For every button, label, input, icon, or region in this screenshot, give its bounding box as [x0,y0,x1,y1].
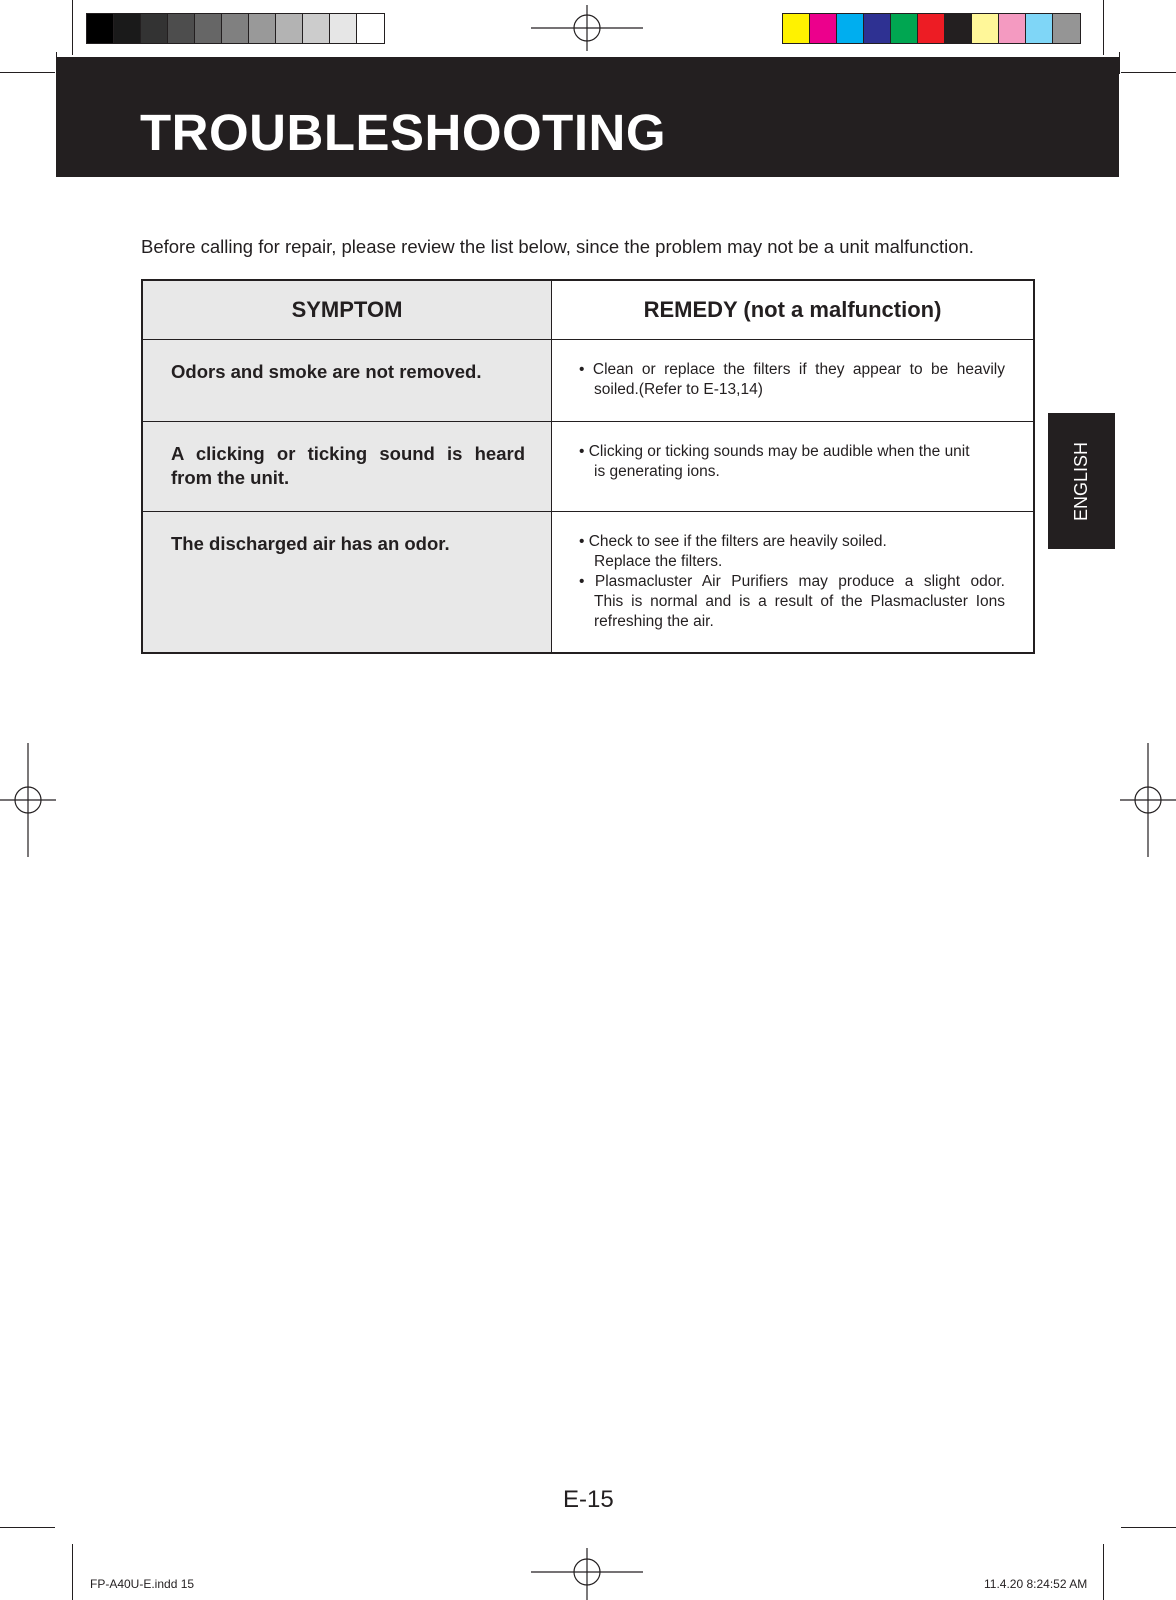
table-header-row [142,280,1034,340]
symptom-cell [142,340,552,422]
color-swatch [972,14,999,43]
registration-mark-icon [531,1548,643,1600]
remedy-text: soiled.(Refer to E-13,14) [594,381,763,398]
process-color-bar [782,13,1081,44]
language-tab-label [1048,413,1115,549]
remedy-text: • Plasmacluster Air Purifiers may produce a slight odor. [579,573,1005,590]
color-swatch [1026,14,1053,43]
page-title: TROUBLESHOOTING [140,104,666,161]
remedy-text: • Clicking or ticking sounds may be audible when the unit [579,443,970,460]
remedy-cell [552,340,1035,422]
color-swatch [891,14,918,43]
color-swatch [783,14,810,43]
color-swatch [249,14,276,43]
intro-text: Before calling for repair, please review the list below, since the problem may not be a unit malfunction. [141,236,974,257]
remedy-cell [552,512,1035,654]
color-swatch [357,14,384,43]
color-swatch [87,14,114,43]
registration-mark-icon [531,5,643,51]
color-swatch [864,14,891,43]
color-swatch [141,14,168,43]
page-number: E-15 [563,1486,614,1513]
grayscale-color-bar [86,13,385,44]
registration-mark-icon [0,743,60,857]
crop-mark [1103,1544,1104,1600]
crop-mark [1103,0,1104,55]
symptom-cell [142,512,552,654]
registration-mark-icon [1116,743,1176,857]
crop-mark [1119,52,1120,74]
color-swatch [114,14,141,43]
crop-mark [0,72,55,73]
crop-mark [72,0,73,55]
table-row [142,512,1034,654]
remedy-text: is generating ions. [594,463,720,480]
color-swatch [999,14,1026,43]
remedy-text: • Check to see if the filters are heavily soiled. [579,533,887,550]
table-row [142,422,1034,512]
color-swatch [945,14,972,43]
color-swatch [303,14,330,43]
color-swatch [168,14,195,43]
remedy-text: This is normal and is a result of the Plasmacluster Ions [594,593,1005,610]
footer-timestamp: 11.4.20 8:24:52 AM [984,1577,1088,1591]
crop-mark [1121,72,1176,73]
symptom-cell [142,422,552,512]
color-swatch [195,14,222,43]
symptom-text: Odors and smoke are not removed. [171,361,482,382]
symptom-text: The discharged air has an odor. [171,533,450,554]
symptom-column-header: SYMPTOM [142,280,552,340]
color-swatch [1053,14,1080,43]
remedy-text: refreshing the air. [594,613,714,630]
remedy-cell [552,422,1035,512]
symptom-text: A clicking or ticking sound is heard [171,443,525,464]
remedy-text: Replace the filters. [594,553,723,570]
color-swatch [837,14,864,43]
color-swatch [810,14,837,43]
color-swatch [276,14,303,43]
remedy-column-header: REMEDY (not a malfunction) [552,280,1035,340]
symptom-text: from the unit. [171,467,290,488]
crop-mark [0,1527,55,1528]
color-swatch [222,14,249,43]
color-swatch [918,14,945,43]
troubleshooting-table [141,279,1035,654]
crop-mark [72,1544,73,1600]
remedy-text: • Clean or replace the filters if they appear to be heavily [579,361,1005,378]
footer-file-name: FP-A40U-E.indd 15 [90,1577,195,1591]
language-label: ENGLISH [1071,441,1091,521]
color-swatch [330,14,357,43]
table-row [142,340,1034,422]
crop-mark [1121,1527,1176,1528]
